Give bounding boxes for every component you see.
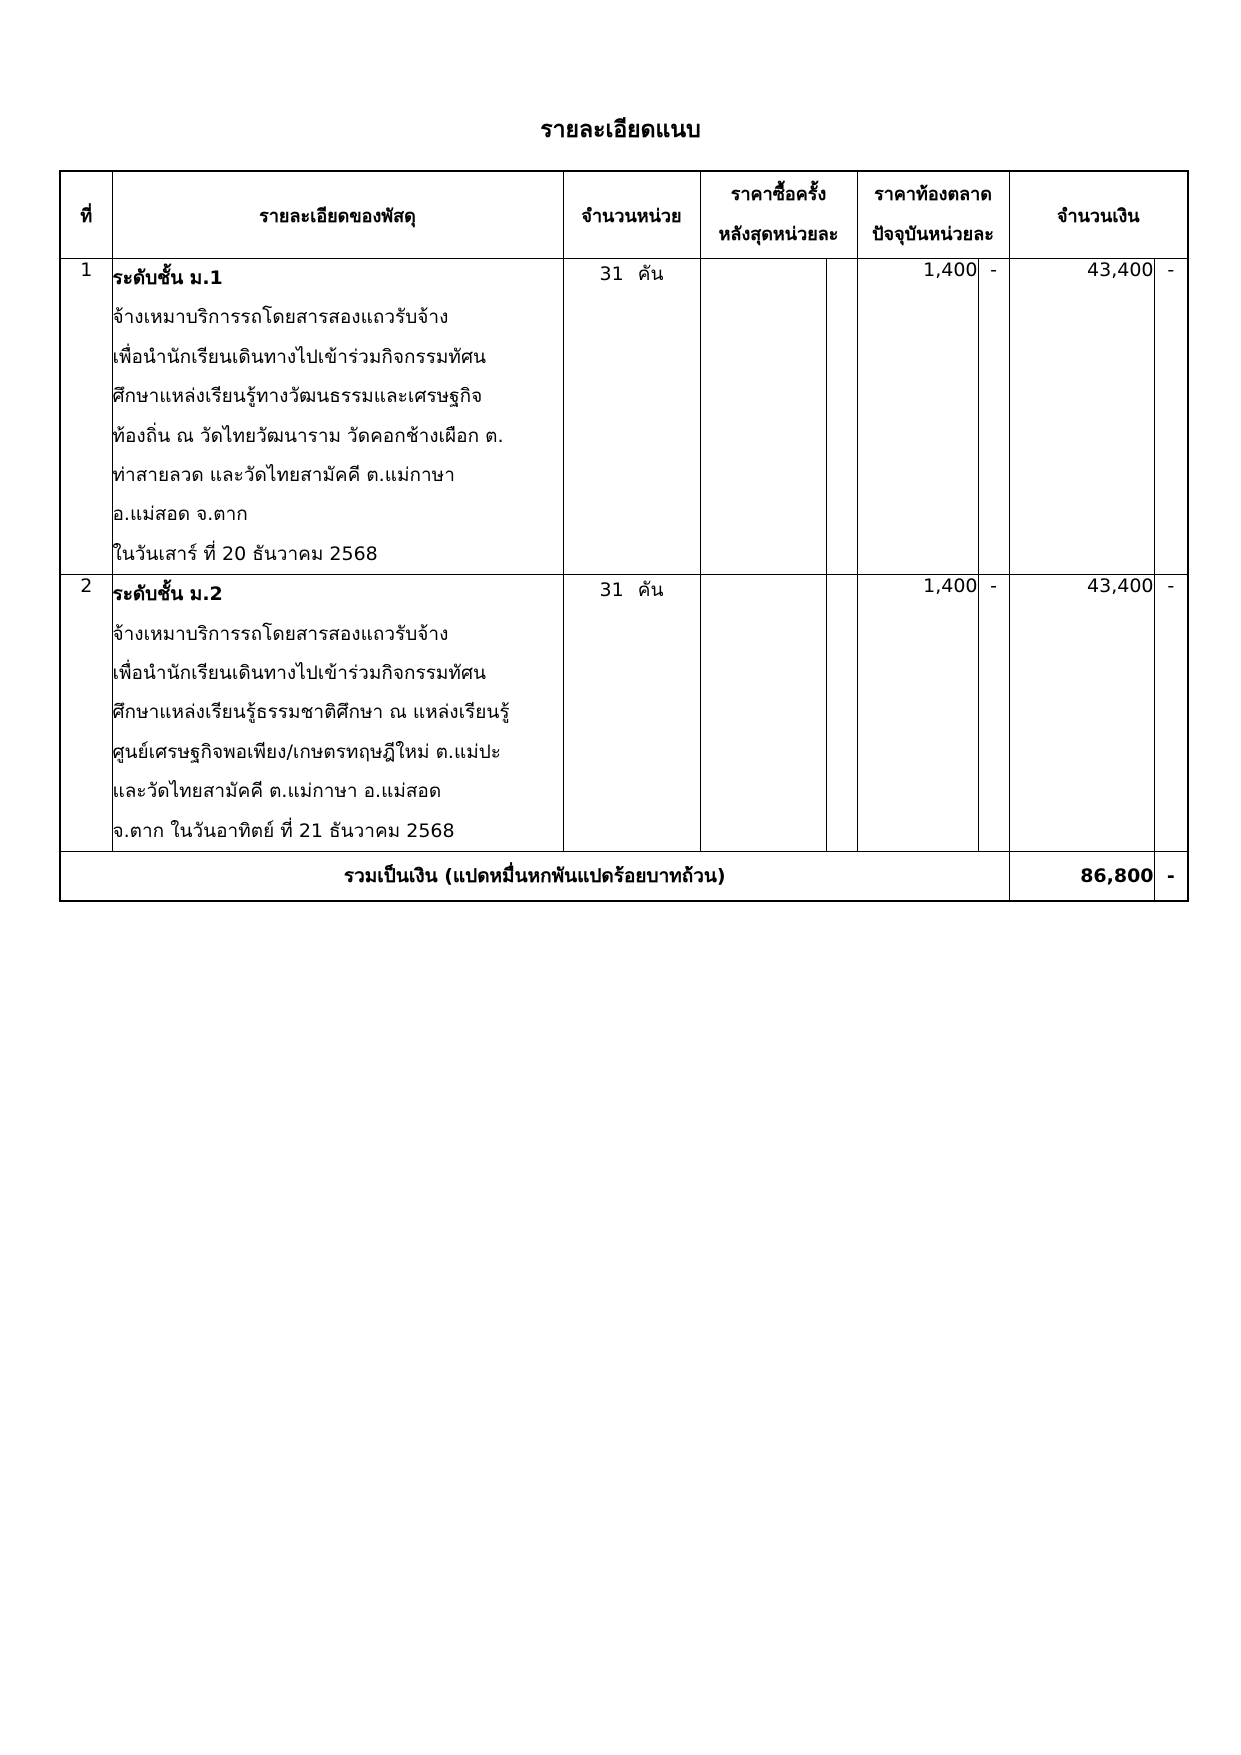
last-price-cell (700, 259, 826, 575)
table-row (60, 575, 1188, 852)
item-quantity (563, 575, 700, 852)
item-description-line: ในวันเสาร์ ที่ 20 ธันวาคม 2568 (112, 542, 378, 565)
market-price-cell: 1,400 (857, 259, 978, 575)
amount-cell: 43,400 (1009, 575, 1154, 852)
item-number: 1 (60, 259, 112, 575)
last-price-cell (700, 575, 826, 852)
item-description-line: และวัดไทยสามัคคี ต.แม่กาษา อ.แม่สอด (112, 780, 442, 803)
header-market-price-line1: ราคาท้องตลาด (874, 184, 992, 205)
item-number: 2 (60, 575, 112, 852)
item-unit: คัน (637, 579, 664, 602)
market-price-decimal-cell: - (978, 575, 1009, 852)
total-amount: 86,800 (1009, 852, 1154, 902)
last-price-decimal-cell (826, 259, 857, 575)
header-last-price-line2: หลังสุดหน่วยละ (718, 224, 839, 245)
header-no: ที่ (60, 171, 112, 259)
last-price-decimal-cell (826, 575, 857, 852)
market-price-cell: 1,400 (857, 575, 978, 852)
header-detail: รายละเอียดของพัสดุ (112, 171, 563, 259)
page-title: รายละเอียดแนบ (540, 117, 701, 143)
item-qty-value: 31 (599, 579, 624, 602)
item-description-line: ศูนย์เศรษฐกิจพอเพียง/เกษตรทฤษฎีใหม่ ต.แม่ปะ (112, 740, 502, 763)
item-level: ระดับชั้น ม.1 (112, 267, 223, 289)
header-market-price-line2: ปัจจุบันหน่วยละ (872, 224, 994, 245)
header-last-price (700, 171, 857, 259)
item-description (112, 259, 563, 575)
header-last-price-line1: ราคาซื้อครั้ง (730, 184, 827, 205)
items-table (59, 170, 1189, 902)
table-row (60, 259, 1188, 575)
item-description-line: จ้างเหมาบริการรถโดยสารสองแถวรับจ้าง (112, 306, 449, 329)
item-description-line: ท่าสายลวด และวัดไทยสามัคคี ต.แม่กาษา (112, 464, 455, 487)
item-description-line: เพื่อนำนักเรียนเดินทางไปเข้าร่วมกิจกรรมทัศน (112, 345, 487, 368)
item-level: ระดับชั้น ม.2 (112, 583, 223, 606)
market-price-decimal-cell: - (978, 259, 1009, 575)
item-description-line: ท้องถิ่น ณ วัดไทยวัฒนาราม วัดคอกช้างเผือก ต. (112, 424, 504, 447)
item-description-line: อ.แม่สอด จ.ตาก (112, 503, 248, 526)
header-market-price (857, 171, 1009, 259)
amount-decimal-cell: - (1154, 575, 1188, 852)
item-description-line: จ้างเหมาบริการรถโดยสารสองแถวรับจ้าง (112, 622, 449, 645)
item-description-line: จ.ตาก ในวันอาทิตย์ ที่ 21 ธันวาคม 2568 (112, 819, 455, 842)
item-description (112, 575, 563, 852)
header-amount: จำนวนเงิน (1009, 171, 1188, 259)
total-row (60, 852, 1188, 902)
item-qty-value: 31 (599, 263, 624, 285)
total-amount-decimal: - (1154, 852, 1188, 902)
item-description-line: ศึกษาแหล่งเรียนรู้ธรรมชาติศึกษา ณ แหล่งเรียนรู้ (112, 701, 510, 724)
amount-decimal-cell: - (1154, 259, 1188, 575)
amount-cell: 43,400 (1009, 259, 1154, 575)
item-unit: คัน (637, 263, 664, 285)
item-description-line: เพื่อนำนักเรียนเดินทางไปเข้าร่วมกิจกรรมทัศน (112, 662, 487, 685)
item-description-line: ศึกษาแหล่งเรียนรู้ทางวัฒนธรรมและเศรษฐกิจ (112, 385, 483, 408)
total-label: รวมเป็นเงิน (แปดหมื่นหกพันแปดร้อยบาทถ้วน) (60, 852, 1009, 902)
header-qty: จำนวนหน่วย (563, 171, 700, 259)
item-quantity (563, 259, 700, 575)
header-row (60, 171, 1188, 259)
